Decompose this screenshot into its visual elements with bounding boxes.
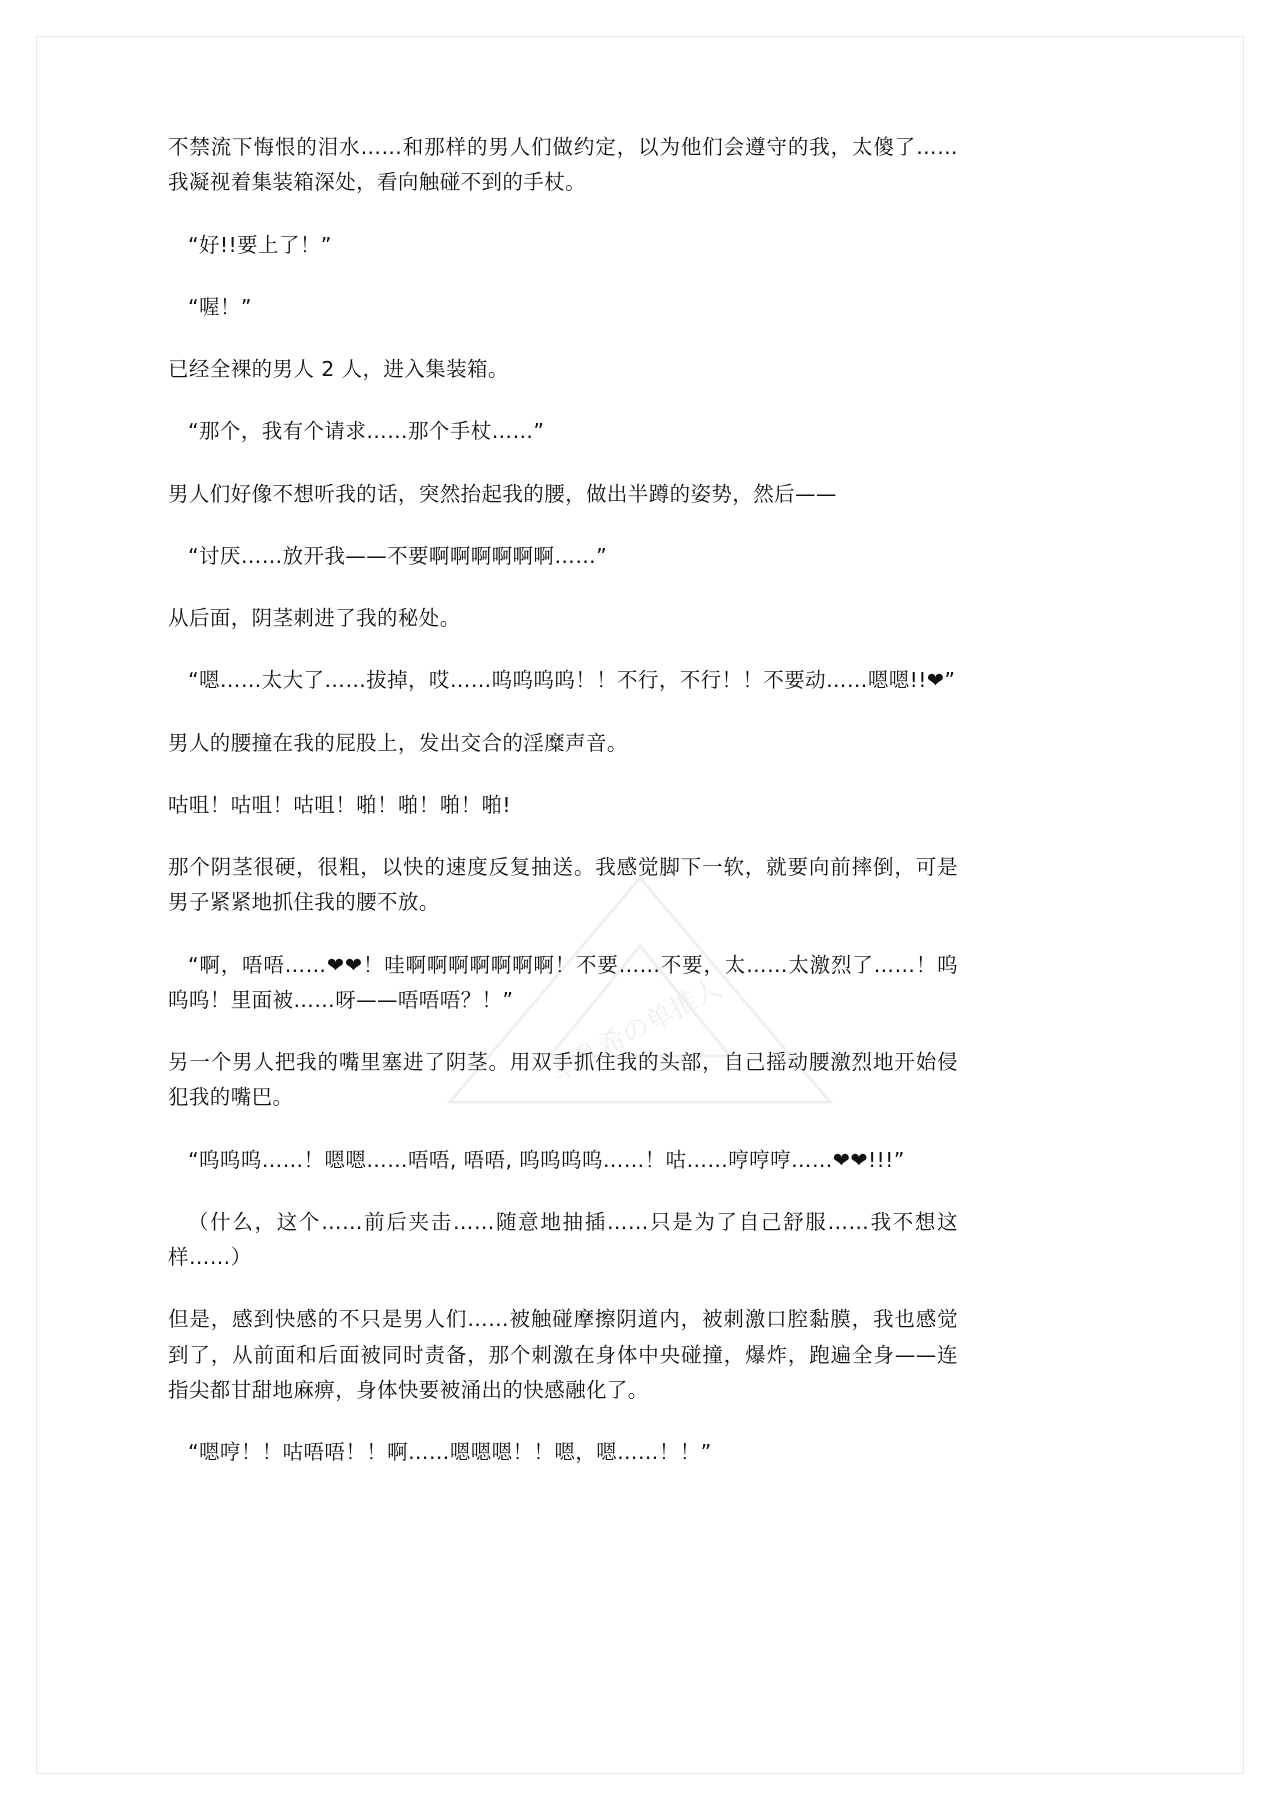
paragraph: “呜呜呜……！嗯嗯……唔唔, 唔唔, 呜呜呜呜……！咕……哼哼哼……❤❤!!!” bbox=[188, 1147, 905, 1172]
paragraph: 男人的腰撞在我的屁股上，发出交合的淫糜声音。 bbox=[168, 730, 628, 755]
paragraph: 咕咀！咕咀！咕咀！啪！啪！啪！啪! bbox=[168, 792, 512, 817]
paragraph: “讨厌……放开我——不要啊啊啊啊啊啊……” bbox=[188, 543, 608, 568]
paragraph: “喔！” bbox=[188, 294, 252, 319]
paragraph: “嗯……太大了……拔掉，哎……呜呜呜呜！！不行，不行！！不要动……嗯嗯!!❤” bbox=[188, 668, 956, 693]
paragraph: 另一个男人把我的嘴里塞进了阴茎。用双手抓住我的头部，自己摇动腰激烈地开始侵犯我的嘴巴。 bbox=[168, 1050, 958, 1110]
document-body bbox=[168, 130, 958, 1470]
paragraph: 那个阴茎很硬，很粗，以快的速度反复抽送。我感觉脚下一软，就要向前摔倒，可是男子紧紧地抓住我的腰不放。 bbox=[168, 855, 958, 915]
paragraph: （什么，这个……前后夹击……随意地抽插……只是为了自己舒服……我不想这样……） bbox=[168, 1209, 958, 1269]
paragraph: “啊，唔唔……❤❤！哇啊啊啊啊啊啊啊！不要……不要，太……太激烈了……！呜呜呜！里面被……呀——唔唔唔？！” bbox=[168, 952, 958, 1012]
paragraph: 已经全裸的男人 2 人，进入集装箱。 bbox=[168, 357, 509, 381]
svg-text:幸乱希の单推人: 幸乱希の单推人 bbox=[545, 972, 727, 1089]
paragraph: 男人们好像不想听我的话，突然抬起我的腰，做出半蹲的姿势，然后—— bbox=[168, 481, 837, 506]
paragraph: “好!!要上了！” bbox=[188, 232, 332, 257]
paragraph: “那个，我有个请求……那个手杖……” bbox=[188, 419, 545, 444]
paragraph: 但是，感到快感的不只是男人们……被触碰摩擦阴道内，被刺激口腔黏膜，我也感觉到了，从前面和后面被同时责备，那个刺激在身体中央碰撞，爆炸，跑遍全身——连指尖都甘甜地麻痹，身体快要被涌出的快感融化了。 bbox=[168, 1307, 958, 1402]
paragraph: 从后面，阴茎刺进了我的秘处。 bbox=[168, 606, 461, 630]
paragraph: “嗯哼！！咕唔唔！！啊……嗯嗯嗯！！嗯，嗯……！！” bbox=[188, 1440, 712, 1464]
paragraph: 不禁流下悔恨的泪水……和那样的男人们做约定，以为他们会遵守的我，太傻了……我凝视着集装箱深处，看向触碰不到的手杖。 bbox=[168, 135, 958, 195]
